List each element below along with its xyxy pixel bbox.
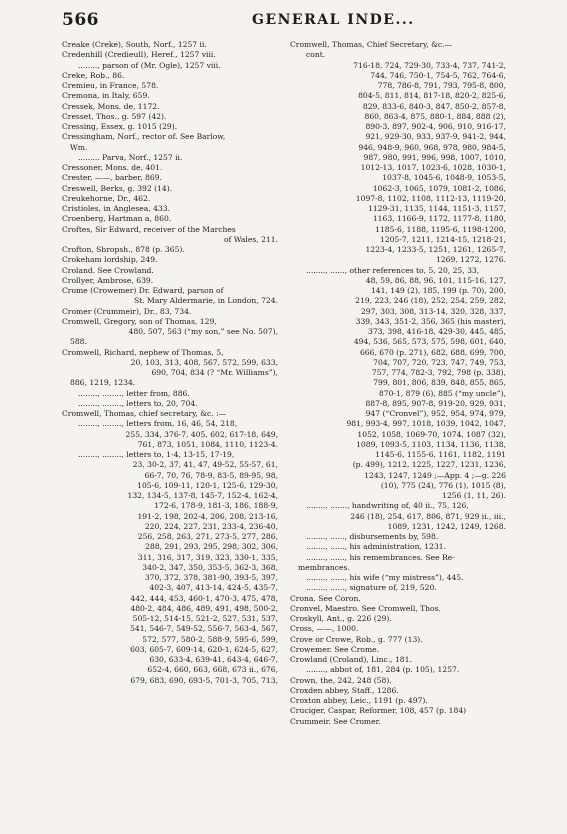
index-entry-line: ........, abbot of, 181, 284 (p. 105), 1257. (306, 665, 460, 675)
index-entry-line: Crollyer, Ambrose, 639. (62, 275, 154, 285)
index-entry-line: ........, ........, letters from, 16, 46, 54, 218, (78, 419, 238, 429)
index-entry-line: 860, 863-4, 875, 880-1, 884, 888 (2), (364, 111, 506, 121)
index-entry-line: ........, ......, his wife (“my mistress”), 445. (306, 573, 464, 582)
index-entry-line: 630, 633-4, 639-41, 643-4, 646-7, (149, 655, 278, 664)
index-entry-line: 921, 929-30, 933, 937-9, 941-2, 944, (365, 132, 506, 142)
index-entry-line: Cressek, Mons. de, 1172. (62, 101, 160, 111)
index-entry-line: 946, 948-9, 960, 968, 978, 980, 984-5, (358, 142, 506, 152)
index-entry-line: 981, 993-4, 997, 1018, 1039, 1042, 1047, (346, 419, 506, 429)
index-entry-line: Crown, the, 242, 248 (58). (290, 675, 392, 685)
index-entry-line: 804-5, 811, 814, 817-18, 820-2, 825-6, (358, 91, 506, 101)
index-entry-line: 370, 372, 378, 381-90, 393-5, 397, (144, 573, 278, 582)
index-entry-line: Crummeir. See Cromer. (290, 716, 381, 726)
index-column-right (290, 40, 512, 727)
index-entry-line: ........, ......, other references to, 5, 20, 25, 33, (306, 265, 480, 275)
index-entry-line: Croskyll, Ant., g. 226 (29). (290, 614, 392, 623)
index-entry-line: membrances. (298, 562, 350, 572)
index-entry-line: Crona. See Coron. (290, 593, 361, 603)
index-entry-line: Crester, ——, barber, 869. (62, 173, 162, 183)
index-entry-line: (p. 499), 1212, 1225, 1227, 1231, 1236, (352, 460, 506, 470)
index-entry-line: 1012-13, 1017, 1023-6, 1028, 1030-1, (360, 163, 506, 172)
index-entry-line: 442, 444, 453, 460-1, 470-3, 475, 478, (130, 593, 278, 603)
index-entry-line: 829, 833-6, 840-3, 847, 850-2, 857-8, (362, 101, 506, 111)
index-entry-line: 20, 103, 313, 408, 567, 572, 599, 633, (130, 357, 278, 367)
index-entry-line: 1205-7, 1211, 1214-15, 1218-21, (379, 234, 506, 244)
index-entry-line: 761, 873, 1051, 1084, 1110, 1123-4. (137, 439, 278, 449)
index-entry-line: Cressoner, Mons. de, 401. (62, 163, 163, 172)
index-entry-line: 1089, 1231, 1242, 1249, 1268. (387, 521, 506, 531)
index-entry-line: 716-18, 724, 729-30, 733-4, 737, 741-2, (353, 60, 506, 70)
index-entry-line: 666, 670 (p. 271), 682, 688, 699, 700, (359, 347, 506, 357)
index-entry-line: Cromwell, Thomas, chief secretary, &c. :— (62, 409, 227, 418)
index-entry-line: Crowemer. See Crome. (290, 644, 380, 654)
index-entry-line: 219, 223, 246 (18), 252, 254, 259, 282, (355, 296, 506, 306)
index-entry-line: 255, 334, 376-7, 405, 602, 617-18, 649, (125, 429, 278, 439)
index-entry-line: 1243, 1247, 1249 ;—App. 4 ;—g. 226 (364, 470, 506, 480)
index-entry-line: Cremieu, in France, 578. (62, 81, 159, 90)
index-entry-line: 288, 291, 293, 295, 298, 302, 306, (145, 542, 278, 552)
index-entry-line: ........, ......., handwriting of, 40 ii., 75, 126, (306, 501, 469, 511)
index-entry-line: 340-2, 347, 350, 353-5, 362-3, 368, (142, 562, 278, 572)
index-entry-line: 48, 59, 86, 88, 96, 101, 115-16, 127, (365, 275, 506, 285)
index-entry-line: Crove or Crowe, Rob., g. 777 (13). (290, 634, 423, 644)
index-entry-line: 141, 149 (2), 185, 199 (p. 70), 200, (370, 286, 506, 295)
index-entry-line: 105-6, 109-11, 120-1, 125-6, 129-30, (137, 480, 278, 490)
index-entry-line: Cromer (Crummeir), Dr., 83, 734. (62, 306, 192, 316)
index-entry-line: 373, 398, 416-18, 429-30, 445, 485, (368, 327, 506, 336)
index-entry-line: ........, ........, letter from, 886. (78, 388, 190, 398)
index-entry-line: 588. (70, 337, 87, 347)
index-entry-line: Creake (Creke), South, Norf., 1257 ii. (62, 40, 207, 49)
index-entry-line: 1097-8, 1102, 1108, 1112-13, 1119-20, (355, 193, 506, 203)
index-entry-line: Cruciger, Caspar, Reformer, 108, 457 (p. 184) (290, 706, 467, 716)
index-entry-line: 297, 303, 308, 313-14, 320, 328, 337, (360, 306, 506, 316)
index-entry-line: 1256 (1, 11, 26). (442, 491, 506, 500)
page-number: 566 (62, 10, 99, 30)
index-entry-line: 172-6, 178-9, 181-3, 186, 188-9, (154, 501, 278, 511)
index-entry-line: Creukehorne, Dr., 462. (62, 193, 151, 203)
index-entry-line: 480-2, 484, 486, 489, 491, 498, 500-2, (130, 603, 278, 613)
index-entry-line: 887-8, 895, 907-8, 919-20, 929, 931, (365, 398, 506, 408)
index-entry-line: Croland. See Crowland. (62, 265, 154, 275)
index-entry-line: 890-3, 897, 902-4, 906, 910, 916-17, (365, 122, 506, 131)
index-entry-line: 1145-6, 1155-6, 1161, 1182, 1191 (375, 450, 506, 459)
index-entry-line: 220, 224, 227, 231, 233-4, 236-40, (144, 521, 278, 531)
index-entry-line: 1089, 1093-5, 1103, 1134, 1136, 1138, (356, 439, 506, 449)
index-entry-line: 541, 546-7, 549-52, 556-7, 563-4, 567, (130, 624, 278, 634)
index-entry-line: ........, ......, signature of, 219, 520. (306, 583, 437, 593)
index-entry-line: Cromwell, Gregory, son of Thomas, 129, (62, 316, 217, 326)
index-entry-line: 339, 343, 351-2, 356, 365 (his master), (355, 316, 506, 326)
index-entry-line: 679, 683, 690, 693-5, 701-3, 705, 713, (130, 675, 278, 685)
index-entry-line: 246 (18), 254, 617, 806, 871, 929 ii., iii., (350, 511, 506, 521)
index-entry-line: 757, 774, 782-3, 792, 798 (p. 338), (371, 368, 506, 377)
index-entry-line: Credenhill (Credieull), Heref., 1257 viii. (62, 50, 216, 60)
index-entry-line: 690, 704, 834 (? “Mr. Williams”), (151, 368, 278, 377)
index-entry-line: 1223-4, 1233-5, 1251, 1261, 1265-7, (365, 245, 506, 254)
index-entry-line: 987, 980, 991, 996, 998, 1007, 1010, (363, 152, 506, 162)
index-entry-line: Crowland (Croland), Linc., 181. (290, 655, 412, 664)
index-entry-line: 870-1, 879 (6), 885 (“my uncle”), (378, 388, 506, 398)
index-entry-line: ......... Parva, Norf., 1257 ii. (78, 152, 183, 162)
index-entry-line: Cresset, Thos., g. 597 (42). (62, 111, 167, 121)
index-entry-line: 1062-3, 1065, 1079, 1081-2, 1086, (372, 183, 506, 193)
index-entry-line: 256, 258, 263, 271, 273-5, 277, 286, (137, 532, 278, 541)
index-entry-line: 572, 577, 580-2, 588-9, 595-6, 599, (142, 634, 278, 644)
index-entry-line: Croenberg, Hartman a, 860. (62, 214, 172, 224)
index-entry-line: Cressing, Essex, g. 1015 (29). (62, 122, 178, 131)
index-entry-line: Cristioles, in Anglesea, 433. (62, 204, 171, 213)
index-entry-line: 1269, 1272, 1276. (435, 255, 506, 265)
index-entry-line: St. Mary Aldermarie, in London, 724. (133, 296, 278, 306)
index-entry-line: Croxton abbey, Leic., 1191 (p. 497). (290, 696, 428, 705)
index-column-left (62, 40, 284, 686)
index-entry-line: of Wales, 211. (223, 234, 278, 244)
index-entry-line: 480, 507, 563 (“my son,” see No. 507), (128, 327, 278, 336)
index-entry-line: Crokeham lordship, 249. (62, 255, 158, 265)
index-entry-line: 652-4, 660, 663, 668, 673 ii., 676, (147, 665, 278, 675)
index-entry-line: ........, ......, disbursements by, 598. (306, 532, 439, 541)
index-entry-line: Croftes, Sir Edward, receiver of the Marches (62, 224, 236, 234)
index-entry-line: 704, 707, 720, 723, 747, 749, 753, (373, 357, 506, 367)
index-entry-line: 947 (“Cronvel”), 952, 954, 974, 979, (365, 409, 506, 418)
index-entry-line: Crome (Crowemer) Dr. Edward, parson of (62, 286, 224, 295)
running-head: GENERAL INDE... (252, 12, 415, 28)
index-entry-line: Croxden abbey, Staff., 1286. (290, 685, 399, 695)
index-entry-line: 191-2, 198, 202-4, 206, 208, 213-16, (137, 511, 278, 521)
index-entry-line: 132, 134-5, 137-8, 145-7, 152-4, 162-4, (127, 491, 278, 500)
index-entry-line: ........, parson of (Mr. Ogle), 1257 viii. (78, 60, 221, 70)
index-entry-line: ........, ........, letters to, 1-4, 13-15, 17-19, (78, 450, 235, 459)
index-entry-line: 402-3, 407, 413-14, 424-5, 435-7, (149, 583, 278, 593)
index-entry-line: Crofton, Shropsh., 878 (p. 365). (62, 245, 185, 254)
index-entry-line: 778, 786-8, 791, 793, 795-8, 800, (377, 81, 506, 90)
index-entry-line: 603, 605-7, 609-14, 620-1, 624-5, 627, (130, 644, 278, 654)
index-entry-line: 23, 30-2, 37, 41, 47, 49-52, 55-57, 61, (132, 460, 278, 470)
index-entry-line: Cressingham, Norf., rector of. See Barlow, (62, 132, 226, 142)
index-entry-line: ........, ........, letters to, 20, 704. (78, 398, 198, 408)
index-entry-line: cont. (306, 50, 326, 60)
index-entry-line: Creswell, Berks, g. 392 (14). (62, 183, 173, 193)
index-entry-line: 886, 1219, 1234. (70, 378, 136, 388)
index-entry-line: 1052, 1058, 1069-70, 1074, 1087 (32), (357, 429, 506, 439)
index-entry-line: 744, 746, 750-1, 754-5, 762, 764-6, (370, 70, 506, 80)
index-entry-line: Cross, ——, 1000. (290, 624, 359, 634)
index-entry-line: 799, 801, 806, 839, 848, 855, 865, (373, 378, 506, 388)
index-entry-line: Cremona, in Italy, 659. (62, 91, 150, 101)
index-entry-line: 66-7, 70, 76, 78-9, 83-5, 89-95, 98, (144, 470, 278, 480)
index-entry-line: 505-12, 514-15, 521-2, 527, 531, 537, (132, 614, 278, 623)
index-entry-line: Cromwell, Richard, nephew of Thomas, 5, (62, 347, 224, 357)
index-entry-line: Cronvel, Maestro. See Cromwell, Thos. (290, 603, 441, 613)
index-entry-line: Cromwell, Thomas, Chief Secretary, &c.— (290, 40, 453, 49)
index-entry-line: Wm. (70, 142, 88, 152)
index-entry-line: 1163, 1166-9, 1172, 1177-8, 1180, (372, 214, 506, 224)
index-entry-line: Creke, Rob., 86. (62, 70, 125, 80)
index-entry-line: (10), 775 (24), 776 (1), 1015 (8), (380, 480, 506, 490)
index-entry-line: 1037-8, 1045-6, 1048-9, 1053-5, (382, 173, 506, 183)
index-entry-line: 1129-31, 1135, 1144, 1151-3, 1157, (368, 204, 506, 213)
index-entry-line: ........, ......, his remembrances. See Re- (306, 552, 455, 562)
index-entry-line: ........, ......, his administration, 1231. (306, 542, 447, 552)
index-entry-line: 494, 536, 565, 573, 575, 598, 601, 640, (353, 337, 506, 347)
index-entry-line: 1185-6, 1188, 1195-6, 1198-1200, (375, 224, 506, 234)
index-entry-line: 311, 316, 317, 319, 323, 330-1, 335, (137, 552, 278, 562)
